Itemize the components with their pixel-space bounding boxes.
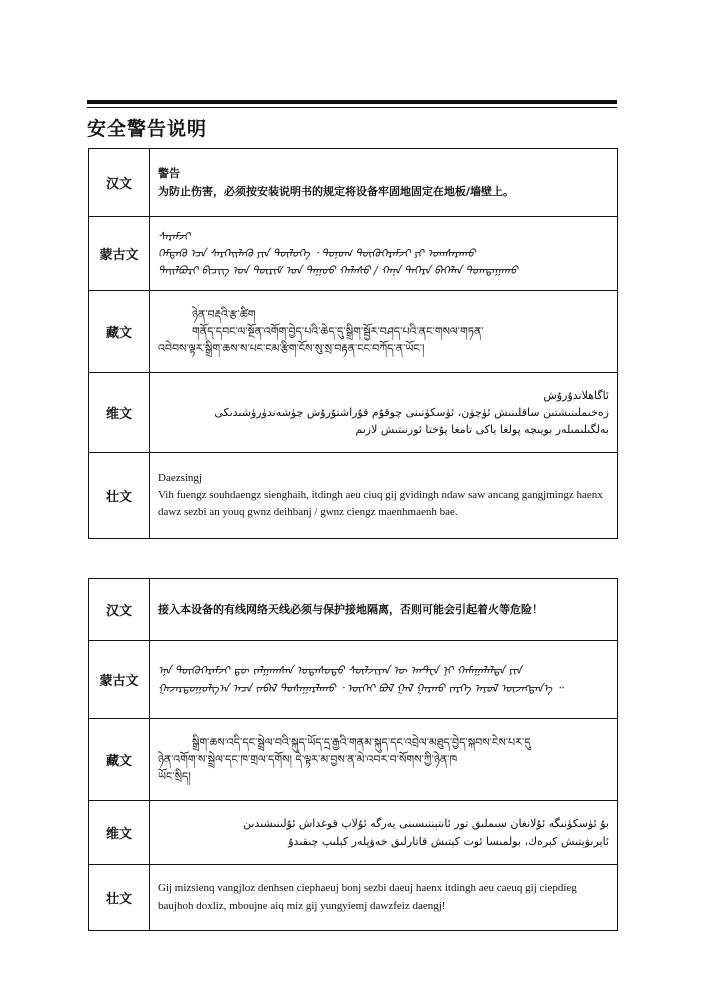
lang-label-ug: 维文 xyxy=(89,801,150,865)
mn-line-2: ᠲᠠᠢᠯᠪᠤᠷᠢ ᠪᠢᠴᠢᠭ ᠤᠨ ᠳᠦᠷᠢᠮ ᠤᠨ ᠳᠠᠭᠤᠤ ᠬᠠᠯᠠᠰᠤ / ᠬᠠᠨᠠ ᠳᠡᠭᠡᠷᠡ ᠪᠡᠬᠡᠯᠡᠨ ᠲᠣᠭᠲᠠᠭᠠᠬᠤ xyxy=(158,264,518,278)
content-mn xyxy=(150,641,618,719)
ug-line-1: زەخىملىنىشتىن ساقلىنىش ئۈچۈن، ئۈسكۈنىنى چوقۇم قۇراشتۇرۇش چۈشەندۈرۈشىدىكى xyxy=(214,405,609,419)
lang-label-za: 壮文 xyxy=(89,453,150,539)
warning-table-antenna xyxy=(88,578,618,931)
ug-line-2: بەلگىلىمىلەر بويىچە پولغا ياكى تامغا پۇختا ئورنىتىش لازىم xyxy=(355,423,609,437)
content-ug xyxy=(150,801,618,865)
page-title: 安全警告说明 xyxy=(87,118,208,140)
header-rule-thick xyxy=(87,100,617,104)
content-bo xyxy=(150,719,618,801)
content-mn xyxy=(150,217,618,291)
table-row-zh xyxy=(89,579,618,641)
content-zh: 接入本设备的有线网络天线必须与保护接地隔离，否则可能会引起着火等危险！ xyxy=(150,579,618,641)
mn-line-1: ᠭᠡᠮᠲᠡᠬᠦ ᠡᠴᠡ ᠰᠡᠷᠭᠡᠢᠯᠡᠬᠦ ᠶᠢᠨ ᠲᠥᠯᠥᠭᠡ ᠂ ᠲᠣᠨᠣᠭ ᠲᠥᠬᠥᠭᠡᠷᠡᠮᠵᠢ ᠶᠢ ᠤᠭᠰᠠᠷᠠᠬᠤ xyxy=(158,246,476,260)
table-row-mn xyxy=(89,641,618,719)
bo-line-1: སྒྲིག་ཆས་འདི་དང་སྦྲེལ་བའི་སྐུད་ཡོད་དྲ་རྒྱའི་གནམ་སྐུད་དང་འབྲེལ་མཐུད་བྱེད་སྐབས་ངེས་པར་དུ xyxy=(192,735,531,749)
lang-label-bo: 藏文 xyxy=(89,291,150,373)
bo-heading: ཉེན་བརྡའི་རྩ་ཚིག xyxy=(192,307,256,321)
table-row-ug xyxy=(89,373,618,453)
ug-line-2: ئايرىۋېتىش كېرەك، بولمىسا ئوت كېتىش قاتارلىق خەۋپلەر كېلىپ چىقىدۇ xyxy=(288,834,609,848)
header-rule-thin xyxy=(87,107,617,108)
mn-line-2: ᠭᠠᠵᠠᠷᠳᠤᠭᠤᠯᠭ᠎ᠠ ᠠᠴᠠ ᠵᠠᠪᠠᠯ ᠲᠤᠰᠠᠭᠠᠷᠯᠠᠬᠤ ᠂ ᠦᠭᠡᠢ ᠪᠣᠯ ᠭᠠᠯ ᠭᠠᠷᠬᠤ ᠵᠡᠷᠭᠡ ᠠᠶᠤᠯ ᠦᠵᠡᠭᠳᠡᠨ᠎ᠡ ᠃ xyxy=(158,681,563,695)
lang-label-ug: 维文 xyxy=(89,373,150,453)
lang-label-mn: 蒙古文 xyxy=(89,641,150,719)
zh-text: 为防止伤害，必须按安装说明书的规定将设备牢固地固定在地板/墙壁上。 xyxy=(158,184,515,198)
mn-line-1: ᠡᠨᠡ ᠲᠥᠬᠥᠭᠡᠷᠡᠮᠵᠢ ᠳᠦ ᠵᠠᠯᠭᠠᠭᠰᠠᠨ ᠤᠲᠠᠰᠤᠲᠤ ᠰᠦᠯᠵᠢᠶᠡᠨ ᠦ ᠠᠨᠲ᠋ᠧᠨ ᠨᠢ ᠬᠠᠮᠠᠭᠠᠯᠠᠯᠲᠠ ᠶᠢᠨ xyxy=(158,664,522,678)
lang-label-bo: 藏文 xyxy=(89,719,150,801)
lang-label-zh: 汉文 xyxy=(89,579,150,641)
content-ug xyxy=(150,373,618,453)
table-row-za xyxy=(89,453,618,539)
content-za: Gij mizsienq vangjloz denhsen ciephaeuj bonj sezbi daeuj haenx itdingh aeu caeuq gij ciepdieg baujhoh doxliz, mboujne aiq miz gij yungyiemj dawzfeiz daengj! xyxy=(150,865,618,931)
table-row-bo xyxy=(89,719,618,801)
zh-heading: 警告 xyxy=(158,167,180,181)
bo-line-3: ཡོང་སྲིད། xyxy=(158,770,191,784)
ug-heading: ئاگاھلاندۇرۇش xyxy=(543,388,609,402)
table-row-za xyxy=(89,865,618,931)
warning-table-mounting xyxy=(88,148,618,539)
table-row-mn xyxy=(89,217,618,291)
table-row-bo xyxy=(89,291,618,373)
lang-label-mn: 蒙古文 xyxy=(89,217,150,291)
table-row-zh xyxy=(89,149,618,217)
content-bo xyxy=(150,291,618,373)
za-text: Vih fuengz souhdaengz sienghaih, itdingh aeu ciuq gij gvidingh ndaw saw ancang gangjmingz haenx dawz sezbi an youq gwnz deihbanj / gwnz ciengz maenhmaenh bae. xyxy=(158,488,603,519)
bo-line-2: ཉེན་འགོག་ས་སྦྲེལ་དང་ཁ་གྲལ་དགོས། དེ་ལྟར་མ་བྱས་ན་མེ་འབར་བ་སོགས་ཀྱི་ཉེན་ཁ xyxy=(158,752,458,766)
bo-line-2: འབེབས་ལྟར་སྒྲིག་ཆས་ས་པང་ངམ་རྩིག་ངོས་སུ་སྲ་བརྟན་ངང་བཀོད་ན་ཡོང་། xyxy=(158,342,425,356)
table-row-ug xyxy=(89,801,618,865)
content-zh xyxy=(150,149,618,217)
mn-heading: ᠰᠡᠷᠡᠮᠵᠢ xyxy=(158,229,191,243)
ug-line-1: بۇ ئۈسكۈنىگە ئۇلانغان سىملىق تور ئانتېننىسىنى يەرگە ئۇلاپ قوغداش ئۇلىنىشىدىن xyxy=(242,817,609,831)
bo-line-1: གནོད་དབང་ལ་སྔོན་འགོག་བྱེད་པའི་ཆེད་དུ་སྒྲིག་སྦྱོར་བཤད་པའི་ནང་གསལ་གཏན་ xyxy=(192,324,484,338)
za-heading: Daezsingj xyxy=(158,471,202,484)
lang-label-za: 壮文 xyxy=(89,865,150,931)
content-za xyxy=(150,453,618,539)
lang-label-zh: 汉文 xyxy=(89,149,150,217)
